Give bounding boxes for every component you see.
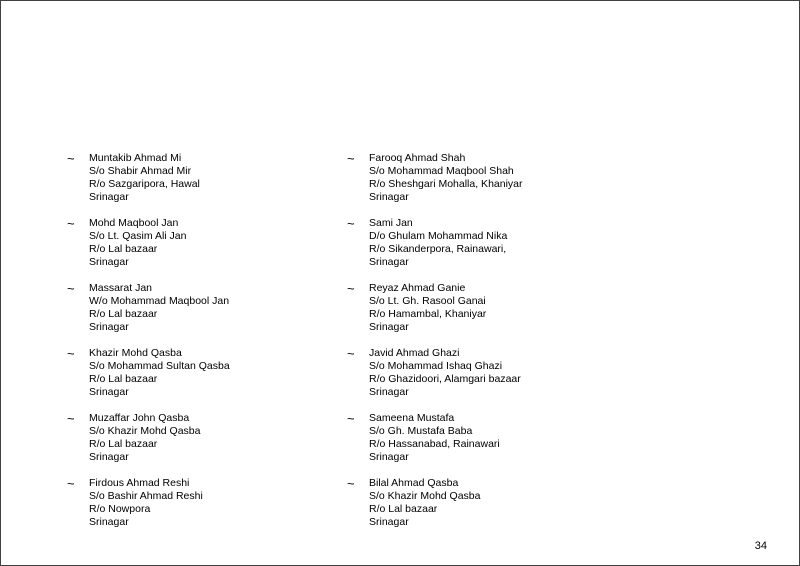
- city-line: Srinagar: [369, 191, 409, 203]
- person-name: Mohd Maqbool Jan: [89, 217, 179, 229]
- relation-line: S/o Mohammad Maqbool Shah: [369, 165, 514, 177]
- bullet-marker: ~: [347, 151, 355, 166]
- residence-line: R/o Lal bazaar: [89, 373, 158, 385]
- residence-line: R/o Lal bazaar: [89, 243, 158, 255]
- relation-line: S/o Shabir Ahmad Mir: [89, 165, 192, 177]
- relation-line: S/o Mohammad Sultan Qasba: [89, 360, 230, 372]
- relation-line: D/o Ghulam Mohammad Nika: [369, 230, 508, 242]
- relation-line: S/o Bashir Ahmad Reshi: [89, 490, 203, 502]
- city-line: Srinagar: [369, 451, 409, 463]
- residence-line: R/o Ghazidoori, Alamgari bazaar: [369, 373, 521, 385]
- person-name: Muzaffar John Qasba: [89, 412, 190, 424]
- city-line: Srinagar: [369, 386, 409, 398]
- residence-line: R/o Lal bazaar: [89, 308, 158, 320]
- bullet-marker: ~: [347, 346, 355, 361]
- residence-line: R/o Hassanabad, Rainawari: [369, 438, 500, 450]
- relation-line: W/o Mohammad Maqbool Jan: [89, 295, 230, 307]
- relation-line: S/o Mohammad Ishaq Ghazi: [369, 360, 503, 372]
- person-name: Firdous Ahmad Reshi: [89, 477, 190, 489]
- relation-line: S/o Lt. Qasim Ali Jan: [89, 230, 187, 242]
- city-line: Srinagar: [369, 321, 409, 333]
- city-line: Srinagar: [89, 191, 129, 203]
- bullet-marker: ~: [67, 411, 75, 426]
- city-line: Srinagar: [89, 386, 129, 398]
- person-name: Sami Jan: [369, 217, 413, 229]
- bullet-marker: ~: [67, 476, 75, 491]
- person-name: Bilal Ahmad Qasba: [369, 477, 459, 489]
- person-name: Massarat Jan: [89, 282, 153, 294]
- residence-line: R/o Hamambal, Khaniyar: [369, 308, 487, 320]
- relation-line: S/o Gh. Mustafa Baba: [369, 425, 473, 437]
- bullet-marker: ~: [67, 281, 75, 296]
- bullet-marker: ~: [67, 151, 75, 166]
- city-line: Srinagar: [89, 451, 129, 463]
- page-number: 34: [754, 540, 767, 552]
- person-name: Javid Ahmad Ghazi: [369, 347, 460, 359]
- bullet-marker: ~: [347, 476, 355, 491]
- bullet-marker: ~: [347, 216, 355, 231]
- residence-line: R/o Lal bazaar: [89, 438, 158, 450]
- person-name: Khazir Mohd Qasba: [89, 347, 182, 359]
- residence-line: R/o Sheshgari Mohalla, Khaniyar: [369, 178, 523, 190]
- city-line: Srinagar: [89, 516, 129, 528]
- bullet-marker: ~: [347, 281, 355, 296]
- residence-line: R/o Nowpora: [89, 503, 151, 515]
- city-line: Srinagar: [369, 516, 409, 528]
- city-line: Srinagar: [89, 256, 129, 268]
- residence-line: R/o Sikanderpora, Rainawari,: [369, 243, 507, 255]
- relation-line: S/o Khazir Mohd Qasba: [89, 425, 201, 437]
- person-name: Muntakib Ahmad Mi: [89, 152, 182, 164]
- person-name: Sameena Mustafa: [369, 412, 455, 424]
- bullet-marker: ~: [67, 346, 75, 361]
- person-name: Reyaz Ahmad Ganie: [369, 282, 466, 294]
- residence-line: R/o Sazgaripora, Hawal: [89, 178, 200, 190]
- city-line: Srinagar: [89, 321, 129, 333]
- city-line: Srinagar: [369, 256, 409, 268]
- bullet-marker: ~: [347, 411, 355, 426]
- residence-line: R/o Lal bazaar: [369, 503, 438, 515]
- relation-line: S/o Khazir Mohd Qasba: [369, 490, 481, 502]
- person-name: Farooq Ahmad Shah: [369, 152, 466, 164]
- bullet-marker: ~: [67, 216, 75, 231]
- relation-line: S/o Lt. Gh. Rasool Ganai: [369, 295, 486, 307]
